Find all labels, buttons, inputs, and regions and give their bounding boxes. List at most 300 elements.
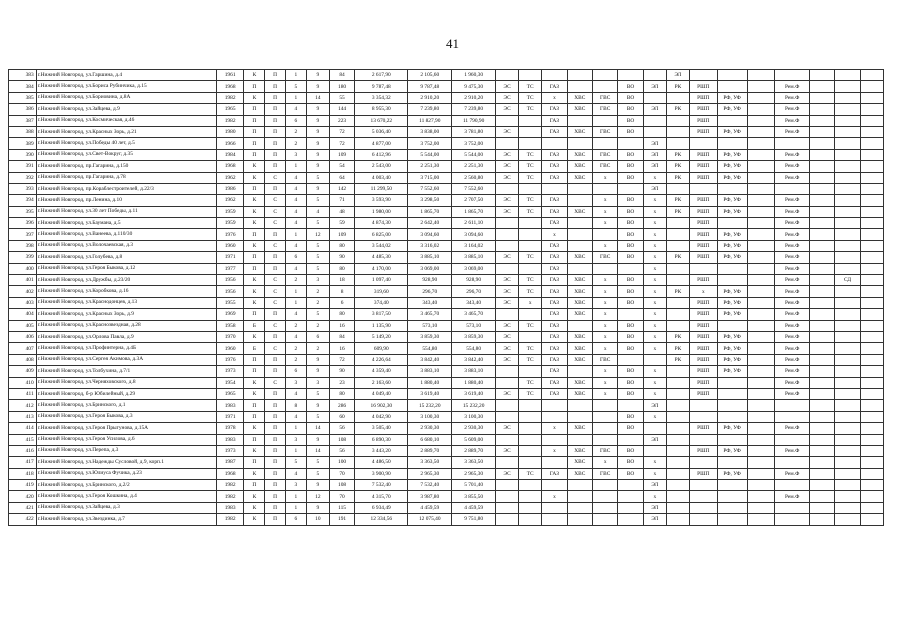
cell-total-area: 4 486,50 (355, 457, 408, 468)
cell-col-21 (747, 263, 775, 274)
cell-power-supply (496, 263, 519, 274)
table-row (9, 240, 884, 251)
cell-address: г.Нижний Новгород, ул.Свет-Вокруг, д.35 (36, 149, 216, 160)
cell-col-21 (747, 195, 775, 206)
cell-waste-chute: РШП (689, 149, 717, 160)
cell-wall-material: К (244, 388, 265, 399)
cell-hot-water (593, 491, 618, 502)
cell-year-built: 1986 (216, 183, 244, 194)
cell-facade: РФ, УФ (717, 354, 747, 365)
cell-living-area: 2 642,40 (408, 218, 452, 229)
cell-elevator: х (643, 286, 666, 297)
cell-col-23 (809, 411, 834, 422)
cell-elevator: ЭЛ (643, 434, 666, 445)
cell-row-number: 402 (9, 286, 37, 297)
housing-register-table (8, 69, 884, 526)
cell-demolition-mark (835, 377, 860, 388)
cell-demolition-mark (835, 92, 860, 103)
cell-wall-material: П (244, 457, 265, 468)
cell-hot-water: ГВС (593, 354, 618, 365)
cell-repair-fund: Рем.Ф (775, 229, 810, 240)
cell-year-built: 1971 (216, 252, 244, 263)
cell-sewerage: ВО (618, 126, 643, 137)
cell-gas (542, 502, 567, 513)
cell-power-supply (496, 240, 519, 251)
cell-col-21 (747, 320, 775, 331)
cell-entrances: 4 (286, 240, 307, 251)
cell-col-25 (860, 320, 883, 331)
cell-heating (519, 491, 542, 502)
cell-col-23 (809, 445, 834, 456)
cell-year-built: 1968 (216, 468, 244, 479)
cell-apartment-area: 3 363,50 (452, 457, 496, 468)
cell-sewerage (618, 502, 643, 513)
cell-sewerage: ВО (618, 172, 643, 183)
cell-entrances: 1 (286, 92, 307, 103)
cell-apartment-area: 11 790,90 (452, 115, 496, 126)
cell-apartment-area: 2 251,30 (452, 161, 496, 172)
cell-roof-repair (666, 240, 689, 251)
cell-apartments: 72 (329, 138, 354, 149)
cell-sewerage (618, 70, 643, 81)
cell-gas: ГАЗ (542, 149, 567, 160)
cell-sewerage: ВО (618, 286, 643, 297)
cell-demolition-mark (835, 138, 860, 149)
cell-col-23 (809, 343, 834, 354)
cell-facade (717, 491, 747, 502)
cell-sewerage: ВО (618, 331, 643, 342)
cell-entrances: 6 (286, 115, 307, 126)
cell-col-21 (747, 149, 775, 160)
cell-power-supply: ЭС (496, 354, 519, 365)
cell-entrances: 6 (286, 514, 307, 525)
cell-roof-repair (666, 138, 689, 149)
cell-sewerage: ВО (618, 218, 643, 229)
cell-demolition-mark (835, 343, 860, 354)
cell-col-23 (809, 263, 834, 274)
cell-year-built: 1954 (216, 377, 244, 388)
cell-wall-material: К (244, 195, 265, 206)
cell-elevator: х (643, 263, 666, 274)
cell-gas: х (542, 229, 567, 240)
cell-elevator: ЭЛ (643, 400, 666, 411)
cell-row-number: 418 (9, 468, 37, 479)
cell-apartment-area: 2 707,50 (452, 195, 496, 206)
cell-demolition-mark (835, 252, 860, 263)
cell-demolition-mark (835, 388, 860, 399)
cell-roof-repair (666, 126, 689, 137)
cell-gas (542, 434, 567, 445)
table-row (9, 411, 884, 422)
cell-cold-water: ХВС (567, 445, 592, 456)
cell-gas (542, 411, 567, 422)
cell-demolition-mark (835, 172, 860, 183)
cell-apartment-area: 5 544,00 (452, 149, 496, 160)
cell-floor-material: С (265, 206, 286, 217)
cell-apartment-area: 3 465,70 (452, 309, 496, 320)
cell-total-area: 7 532,40 (355, 480, 408, 491)
cell-heating (519, 457, 542, 468)
cell-apartments: 60 (329, 411, 354, 422)
table-row (9, 423, 884, 434)
cell-wall-material: К (244, 172, 265, 183)
cell-hot-water: ГВС (593, 104, 618, 115)
cell-floors: 9 (306, 366, 329, 377)
cell-apartments: 142 (329, 183, 354, 194)
cell-living-area: 3 883,10 (408, 366, 452, 377)
cell-address: г.Нижний Новгород, ул.Бринского, д.1 (36, 400, 216, 411)
cell-apartment-area: 2 560,80 (452, 172, 496, 183)
table-row (9, 104, 884, 115)
cell-gas: ГАЗ (542, 297, 567, 308)
cell-cold-water: ХВС (567, 354, 592, 365)
cell-entrances: 4 (286, 183, 307, 194)
cell-gas: ГАЗ (542, 218, 567, 229)
table-row (9, 229, 884, 240)
cell-apartments: 48 (329, 206, 354, 217)
table-row (9, 195, 884, 206)
cell-apartment-area: 3 164,02 (452, 240, 496, 251)
cell-demolition-mark (835, 423, 860, 434)
cell-power-supply: ЭС (496, 252, 519, 263)
cell-wall-material: П (244, 229, 265, 240)
cell-total-area: 3 544,02 (355, 240, 408, 251)
cell-hot-water: х (593, 218, 618, 229)
cell-facade (717, 411, 747, 422)
cell-sewerage (618, 480, 643, 491)
cell-living-area: 1 880,40 (408, 377, 452, 388)
cell-demolition-mark (835, 218, 860, 229)
cell-gas: х (542, 491, 567, 502)
cell-col-23 (809, 354, 834, 365)
cell-row-number: 385 (9, 92, 37, 103)
cell-col-21 (747, 252, 775, 263)
cell-facade: РФ, УФ (717, 445, 747, 456)
cell-elevator: х (643, 388, 666, 399)
table-row (9, 218, 884, 229)
cell-demolition-mark (835, 514, 860, 525)
cell-elevator: х (643, 218, 666, 229)
cell-cold-water (567, 183, 592, 194)
cell-wall-material: П (244, 138, 265, 149)
cell-wall-material: К (244, 514, 265, 525)
cell-facade: РФ, УФ (717, 252, 747, 263)
cell-address: г.Нижний Новгород, пр.Гагарина, д.150 (36, 161, 216, 172)
cell-hot-water: ГВС (593, 149, 618, 160)
cell-col-21 (747, 126, 775, 137)
cell-year-built: 1982 (216, 92, 244, 103)
cell-entrances: 2 (286, 275, 307, 286)
cell-col-23 (809, 183, 834, 194)
cell-hot-water (593, 70, 618, 81)
cell-waste-chute: РШП (689, 229, 717, 240)
cell-col-21 (747, 218, 775, 229)
cell-apartment-area: 2 965,30 (452, 468, 496, 479)
cell-col-21 (747, 183, 775, 194)
cell-power-supply (496, 434, 519, 445)
cell-total-area: 4 049,40 (355, 388, 408, 399)
cell-sewerage: ВО (618, 320, 643, 331)
cell-hot-water: х (593, 206, 618, 217)
cell-apartments: 90 (329, 252, 354, 263)
cell-apartment-area: 3 885,10 (452, 252, 496, 263)
cell-repair-fund: Рем.Ф (775, 172, 810, 183)
cell-demolition-mark (835, 229, 860, 240)
cell-heating (519, 126, 542, 137)
cell-floor-material: П (265, 115, 286, 126)
cell-wall-material: К (244, 240, 265, 251)
cell-apartments: 56 (329, 423, 354, 434)
cell-col-23 (809, 457, 834, 468)
cell-living-area: 3 715,00 (408, 172, 452, 183)
cell-waste-chute: РШП (689, 309, 717, 320)
cell-gas: ГАЗ (542, 206, 567, 217)
cell-col-25 (860, 297, 883, 308)
cell-total-area: 4 315,70 (355, 491, 408, 502)
cell-roof-repair: РК (666, 172, 689, 183)
cell-sewerage: ВО (618, 377, 643, 388)
cell-roof-repair: ЭЛ (666, 70, 689, 81)
cell-sewerage: ВО (618, 457, 643, 468)
cell-wall-material: К (244, 218, 265, 229)
cell-row-number: 394 (9, 195, 37, 206)
cell-cold-water (567, 491, 592, 502)
cell-elevator: ЭЛ (643, 149, 666, 160)
cell-facade (717, 263, 747, 274)
cell-address: г.Нижний Новгород, ул.Коробкова, д.16 (36, 286, 216, 297)
cell-living-area: 3 838,00 (408, 126, 452, 137)
cell-total-area: 319,60 (355, 286, 408, 297)
cell-waste-chute (689, 502, 717, 513)
cell-demolition-mark (835, 331, 860, 342)
cell-waste-chute (689, 183, 717, 194)
cell-year-built: 1960 (216, 343, 244, 354)
cell-cold-water: ХВС (567, 468, 592, 479)
cell-year-built: 1958 (216, 320, 244, 331)
cell-col-23 (809, 240, 834, 251)
cell-apartment-area: 2 889,70 (452, 445, 496, 456)
cell-apartment-area: 7 552,60 (452, 183, 496, 194)
cell-living-area: 11 827,90 (408, 115, 452, 126)
cell-roof-repair (666, 115, 689, 126)
cell-col-23 (809, 423, 834, 434)
cell-repair-fund: Рем.Ф (775, 286, 810, 297)
cell-demolition-mark (835, 195, 860, 206)
cell-roof-repair (666, 309, 689, 320)
cell-heating: ТС (519, 286, 542, 297)
cell-living-area: 3 298,50 (408, 195, 452, 206)
cell-roof-repair (666, 366, 689, 377)
cell-power-supply (496, 229, 519, 240)
cell-roof-repair (666, 388, 689, 399)
cell-hot-water: х (593, 195, 618, 206)
cell-floors: 14 (306, 92, 329, 103)
cell-floors: 3 (306, 275, 329, 286)
cell-waste-chute: РШП (689, 172, 717, 183)
cell-col-23 (809, 502, 834, 513)
cell-cold-water: ХВС (567, 206, 592, 217)
cell-roof-repair: РК (666, 331, 689, 342)
cell-gas: ГАЗ (542, 331, 567, 342)
table-row (9, 514, 884, 525)
cell-cold-water: ХВС (567, 286, 592, 297)
cell-col-23 (809, 206, 834, 217)
cell-elevator (643, 115, 666, 126)
table-row (9, 434, 884, 445)
cell-facade (717, 514, 747, 525)
cell-hot-water: х (593, 309, 618, 320)
cell-col-21 (747, 411, 775, 422)
cell-heating (519, 263, 542, 274)
cell-repair-fund: Рем.Ф (775, 195, 810, 206)
cell-demolition-mark (835, 115, 860, 126)
cell-living-area: 2 965,30 (408, 468, 452, 479)
cell-living-area: 3 363,50 (408, 457, 452, 468)
cell-cold-water: ХВС (567, 161, 592, 172)
cell-heating (519, 309, 542, 320)
cell-sewerage: ВО (618, 275, 643, 286)
cell-total-area: 6 934,49 (355, 502, 408, 513)
cell-roof-repair: РК (666, 252, 689, 263)
cell-address: г.Нижний Новгород, ул.Сергея Акимова, д.3А (36, 354, 216, 365)
cell-row-number: 392 (9, 172, 37, 183)
cell-apartment-area: 3 069,00 (452, 263, 496, 274)
cell-floors: 6 (306, 331, 329, 342)
cell-col-25 (860, 172, 883, 183)
cell-col-21 (747, 161, 775, 172)
cell-col-25 (860, 115, 883, 126)
cell-hot-water: х (593, 343, 618, 354)
cell-col-23 (809, 331, 834, 342)
cell-cold-water: ХВС (567, 331, 592, 342)
cell-facade (717, 81, 747, 92)
cell-col-25 (860, 195, 883, 206)
cell-power-supply: ЭС (496, 286, 519, 297)
cell-gas: ГАЗ (542, 252, 567, 263)
table-row (9, 81, 884, 92)
table-row (9, 320, 884, 331)
cell-power-supply: ЭС (496, 331, 519, 342)
cell-roof-repair (666, 445, 689, 456)
cell-apartments: 54 (329, 161, 354, 172)
cell-living-area: 5 544,00 (408, 149, 452, 160)
cell-elevator: ЭЛ (643, 183, 666, 194)
cell-facade (717, 70, 747, 81)
cell-col-25 (860, 445, 883, 456)
cell-wall-material: П (244, 366, 265, 377)
cell-hot-water: х (593, 240, 618, 251)
cell-entrances: 4 (286, 468, 307, 479)
cell-gas: ГАЗ (542, 263, 567, 274)
cell-row-number: 390 (9, 149, 37, 160)
cell-facade: РФ, УФ (717, 161, 747, 172)
cell-apartment-area: 4 459,59 (452, 502, 496, 513)
cell-living-area: 3 316,02 (408, 240, 452, 251)
cell-col-23 (809, 480, 834, 491)
cell-sewerage: ВО (618, 92, 643, 103)
cell-elevator: х (643, 229, 666, 240)
cell-col-21 (747, 457, 775, 468)
cell-power-supply: ЭС (496, 445, 519, 456)
cell-wall-material: К (244, 502, 265, 513)
cell-wall-material: П (244, 309, 265, 320)
cell-year-built: 1982 (216, 480, 244, 491)
cell-power-supply (496, 70, 519, 81)
cell-col-21 (747, 104, 775, 115)
cell-gas (542, 183, 567, 194)
cell-floors: 14 (306, 423, 329, 434)
table-row (9, 445, 884, 456)
cell-total-area: 16 902,30 (355, 400, 408, 411)
cell-row-number: 422 (9, 514, 37, 525)
cell-demolition-mark (835, 206, 860, 217)
cell-demolition-mark (835, 297, 860, 308)
cell-waste-chute: РШП (689, 320, 717, 331)
cell-roof-repair (666, 377, 689, 388)
cell-living-area: 7 532,40 (408, 480, 452, 491)
cell-address: г.Нижний Новгород, б-р Юбилейный, д.29 (36, 388, 216, 399)
cell-floors: 9 (306, 138, 329, 149)
cell-floor-material: П (265, 491, 286, 502)
cell-col-25 (860, 161, 883, 172)
cell-living-area: 3 752,00 (408, 138, 452, 149)
cell-heating: ТС (519, 81, 542, 92)
cell-floors: 9 (306, 126, 329, 137)
cell-facade (717, 138, 747, 149)
cell-roof-repair: РК (666, 104, 689, 115)
cell-col-21 (747, 172, 775, 183)
cell-col-21 (747, 491, 775, 502)
cell-entrances: 6 (286, 366, 307, 377)
cell-total-area: 374,40 (355, 297, 408, 308)
cell-total-area: 4 485,30 (355, 252, 408, 263)
cell-address: г.Нижний Новгород, ул.Надежды Сусловой, д.9, корп.1 (36, 457, 216, 468)
cell-col-21 (747, 468, 775, 479)
cell-demolition-mark (835, 126, 860, 137)
cell-cold-water: ХВС (567, 149, 592, 160)
cell-floors: 5 (306, 388, 329, 399)
cell-heating (519, 445, 542, 456)
cell-facade (717, 320, 747, 331)
cell-living-area: 554,80 (408, 343, 452, 354)
cell-heating: ТС (519, 468, 542, 479)
cell-col-25 (860, 480, 883, 491)
cell-waste-chute: РШП (689, 126, 717, 137)
cell-facade: РФ, УФ (717, 126, 747, 137)
cell-apartment-area: 2 910,20 (452, 92, 496, 103)
cell-wall-material: К (244, 286, 265, 297)
cell-address: г.Нижний Новгород, ул.Зайцева, д.9 (36, 104, 216, 115)
cell-gas (542, 70, 567, 81)
cell-cold-water: ХВС (567, 388, 592, 399)
cell-floor-material: П (265, 388, 286, 399)
cell-hot-water: х (593, 388, 618, 399)
cell-sewerage (618, 491, 643, 502)
cell-heating: ТС (519, 206, 542, 217)
cell-apartment-area: 3 842,40 (452, 354, 496, 365)
cell-roof-repair (666, 275, 689, 286)
cell-entrances: 6 (286, 252, 307, 263)
cell-wall-material: К (244, 377, 265, 388)
cell-row-number: 413 (9, 411, 37, 422)
cell-floors: 9 (306, 502, 329, 513)
cell-col-25 (860, 229, 883, 240)
table-row (9, 480, 884, 491)
cell-hot-water: ГВС (593, 445, 618, 456)
cell-floors: 9 (306, 81, 329, 92)
cell-col-23 (809, 388, 834, 399)
cell-sewerage: ВО (618, 229, 643, 240)
